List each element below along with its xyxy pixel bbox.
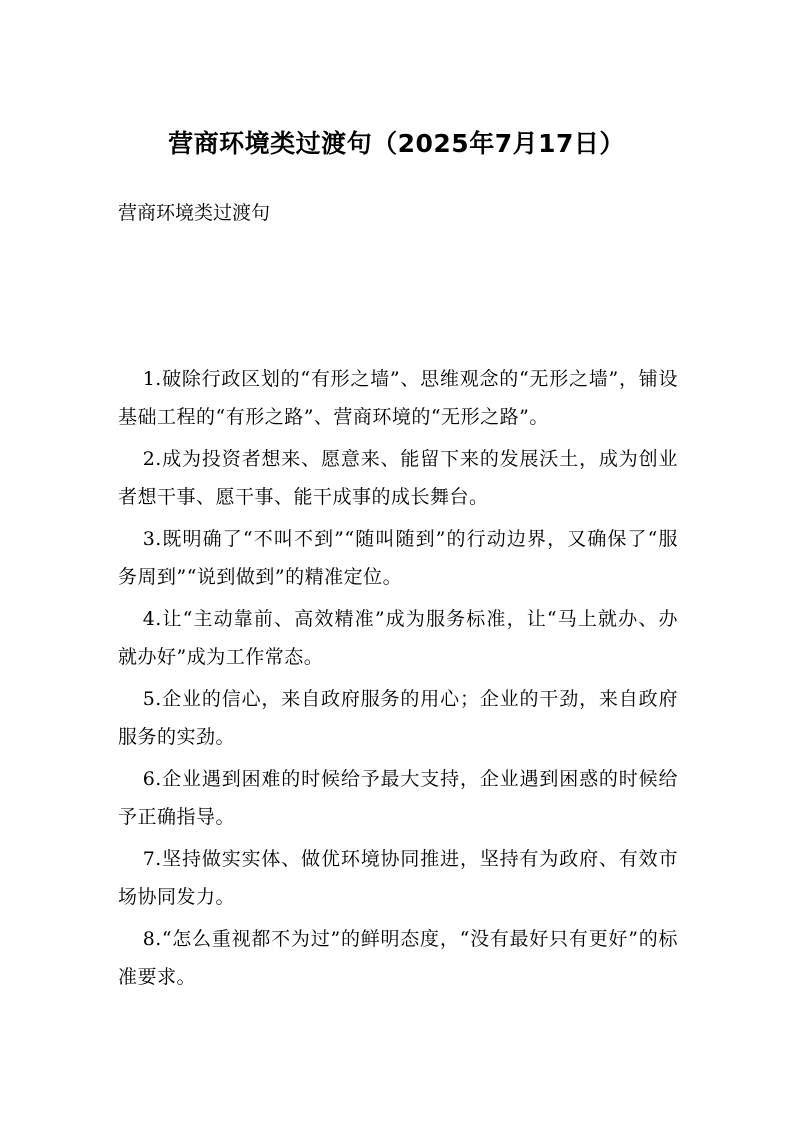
- paragraph-6: 6.企业遇到困难的时候给予最大支持，企业遇到困惑的时候给予正确指导。: [118, 768, 678, 828]
- document-body: [118, 360, 678, 1000]
- paragraph-1: 1.破除行政区划的“有形之墙”、思维观念的“无形之墙”，铺设基础工程的“有形之路”、营商环境的“无形之路”。: [118, 368, 678, 428]
- paragraph-5: 5.企业的信心，来自政府服务的用心；企业的干劲，来自政府服务的实劲。: [118, 688, 678, 748]
- document-subtitle: 营商环境类过渡句: [118, 202, 271, 224]
- paragraph-2: 2.成为投资者想来、愿意来、能留下来的发展沃土，成为创业者想干事、愿干事、能干成事的成长舞台。: [118, 448, 678, 508]
- paragraph-3: 3.既明确了“不叫不到”“随叫随到”的行动边界，又确保了“服务周到”“说到做到”的精准定位。: [118, 528, 678, 588]
- document-title: 营商环境类过渡句（2025年7月17日）: [168, 129, 625, 158]
- paragraph-7: 7.坚持做实实体、做优环境协同推进，坚持有为政府、有效市场协同发力。: [118, 848, 678, 908]
- paragraph-8: 8.“怎么重视都不为过”的鲜明态度，“没有最好只有更好”的标准要求。: [118, 928, 678, 988]
- paragraph-4: 4.让“主动靠前、高效精准”成为服务标准，让“马上就办、办就办好”成为工作常态。: [118, 608, 678, 668]
